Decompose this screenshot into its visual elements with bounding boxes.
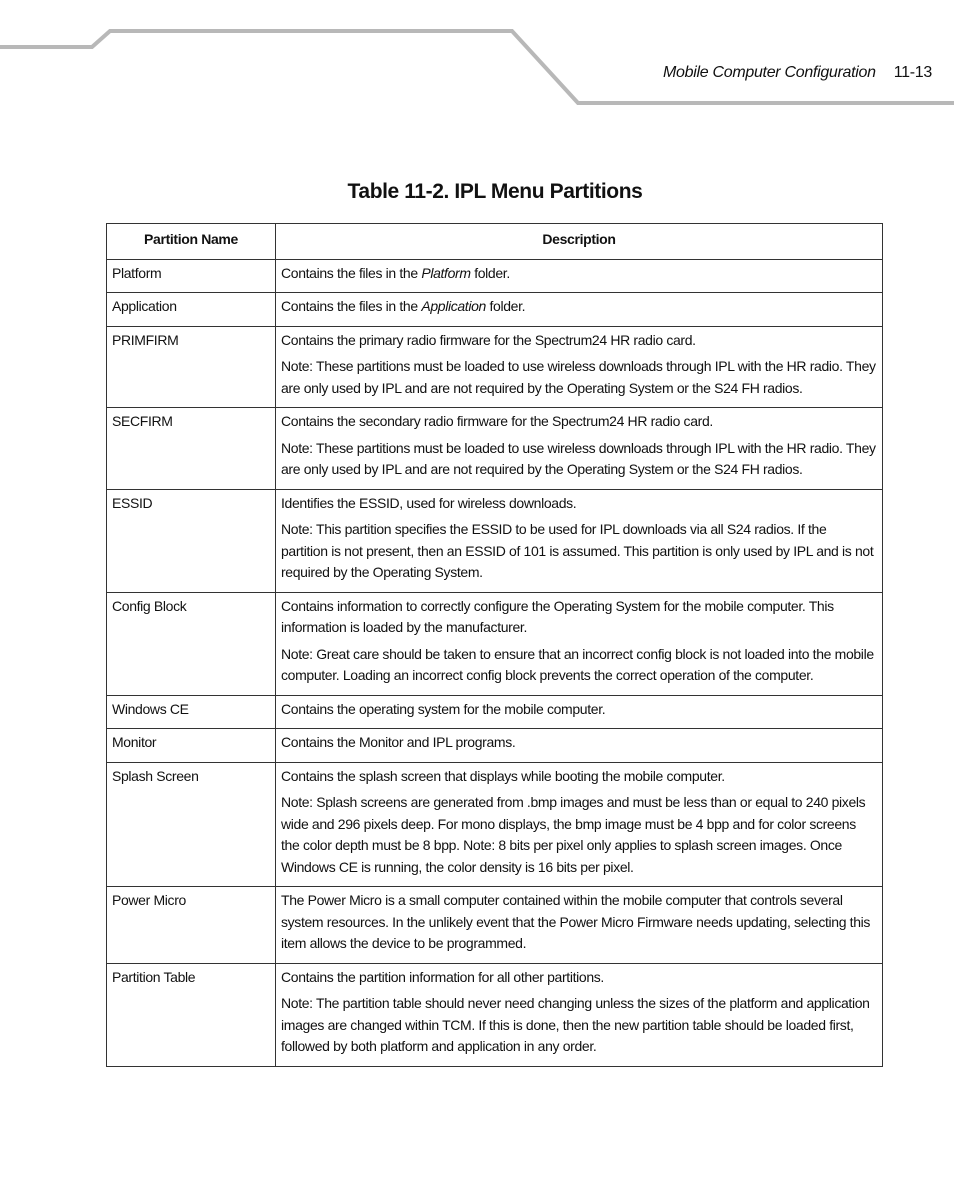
header-decoration (0, 0, 954, 110)
description-cell (276, 887, 883, 964)
table-row (107, 489, 883, 592)
table-row (107, 259, 883, 293)
running-head (663, 64, 932, 82)
partition-name-cell: Power Micro (107, 887, 276, 964)
description-paragraph: The Power Micro is a small computer contained within the mobile computer that controls several system resources. In the unlikely event that the Power Micro Firmware needs updating, selecting this item allows the device to be programmed. (281, 892, 871, 951)
description-cell (276, 592, 883, 695)
description-paragraph: Note: These partitions must be loaded to use wireless downloads through IPL with the HR radio. They are only used by IPL and are not required by the Operating System or the S24 FH radios. (281, 358, 876, 396)
description-paragraph: Note: This partition specifies the ESSID to be used for IPL downloads via all S24 radios. If the partition is not present, then an ESSID of 101 is assumed. This partition is only used by IPL and is not required by the Operating System. (281, 521, 874, 580)
table-row (107, 729, 883, 763)
description-paragraph: Contains the partition information for all other partitions. (281, 968, 604, 985)
description-paragraph: Note: Great care should be taken to ensure that an incorrect config block is not loaded into the mobile computer. Loading an incorrect config block prevents the correct operation of the computer. (281, 645, 874, 683)
partition-name-cell: Config Block (107, 592, 276, 695)
partition-name-cell: Partition Table (107, 963, 276, 1066)
description-paragraph: Note: The partition table should never need changing unless the sizes of the platform and application images are changed within TCM. If this is done, then the new partition table should be loaded first, followed by both platform and application in any order. (281, 995, 870, 1054)
table-row (107, 695, 883, 729)
table-row (107, 293, 883, 327)
description-text: folder. (485, 298, 526, 314)
table-title: Table 11-2. IPL Menu Partitions (347, 180, 643, 203)
description-paragraph: Identifies the ESSID, used for wireless downloads. (281, 494, 577, 511)
partition-name-cell: Windows CE (107, 695, 276, 729)
partition-name-cell: Platform (107, 259, 276, 293)
table-row (107, 408, 883, 490)
description-cell (276, 729, 883, 763)
table-row (107, 326, 883, 408)
description-paragraph: Contains the operating system for the mobile computer. (281, 700, 606, 717)
ipl-partitions-table (106, 223, 883, 1067)
description-paragraph: Note: Splash screens are generated from .bmp images and must be less than or equal to 240 pixels wide and 296 pixels deep. For mono displays, the bmp image must be 4 bpp and for color screens the color depth must be 8 bpp. Note: 8 bits per pixel only applies to splash screen images. Once Windows CE is running, the color density is 16 bits per pixel. (281, 794, 866, 875)
description-paragraph: Contains information to correctly configure the Operating System for the mobile computer. This information is loaded by the manufacturer. (281, 597, 834, 635)
description-cell (276, 293, 883, 327)
table-row (107, 592, 883, 695)
description-cell (276, 489, 883, 592)
column-header-description: Description (276, 224, 883, 260)
description-paragraph: Contains the secondary radio firmware for the Spectrum24 HR radio card. (281, 413, 713, 429)
table-row (107, 762, 883, 887)
description-cell (276, 963, 883, 1066)
description-paragraph: Contains the Monitor and IPL programs. (281, 734, 516, 750)
partition-name-cell: Application (107, 293, 276, 327)
folder-name: Platform (421, 264, 471, 281)
table-body (107, 259, 883, 1066)
partition-name-cell: Splash Screen (107, 762, 276, 887)
table-row (107, 963, 883, 1066)
description-cell (276, 326, 883, 408)
description-cell (276, 695, 883, 729)
description-paragraph (281, 296, 876, 318)
description-paragraph (281, 263, 876, 285)
section-title: Mobile Computer Configuration (663, 64, 876, 81)
partition-name-cell: PRIMFIRM (107, 326, 276, 408)
description-cell (276, 408, 883, 490)
description-paragraph: Note: These partitions must be loaded to use wireless downloads through IPL with the HR radio. They are only used by IPL and are not required by the Operating System or the S24 FH radios. (281, 439, 876, 477)
partition-name-cell: ESSID (107, 489, 276, 592)
page-number: 11-13 (893, 64, 932, 81)
description-text: Contains the files in the (281, 264, 422, 281)
partition-name-cell: Monitor (107, 729, 276, 763)
description-paragraph: Contains the splash screen that displays while booting the mobile computer. (281, 767, 725, 784)
description-text: Contains the files in the (281, 298, 422, 314)
description-paragraph: Contains the primary radio firmware for the Spectrum24 HR radio card. (281, 331, 696, 348)
table-header-row (107, 224, 883, 260)
column-header-partition-name: Partition Name (107, 224, 276, 260)
description-cell (276, 762, 883, 887)
description-cell (276, 259, 883, 293)
table-row (107, 887, 883, 964)
folder-name: Application (421, 298, 486, 314)
description-text: folder. (470, 264, 510, 281)
partition-name-cell: SECFIRM (107, 408, 276, 490)
